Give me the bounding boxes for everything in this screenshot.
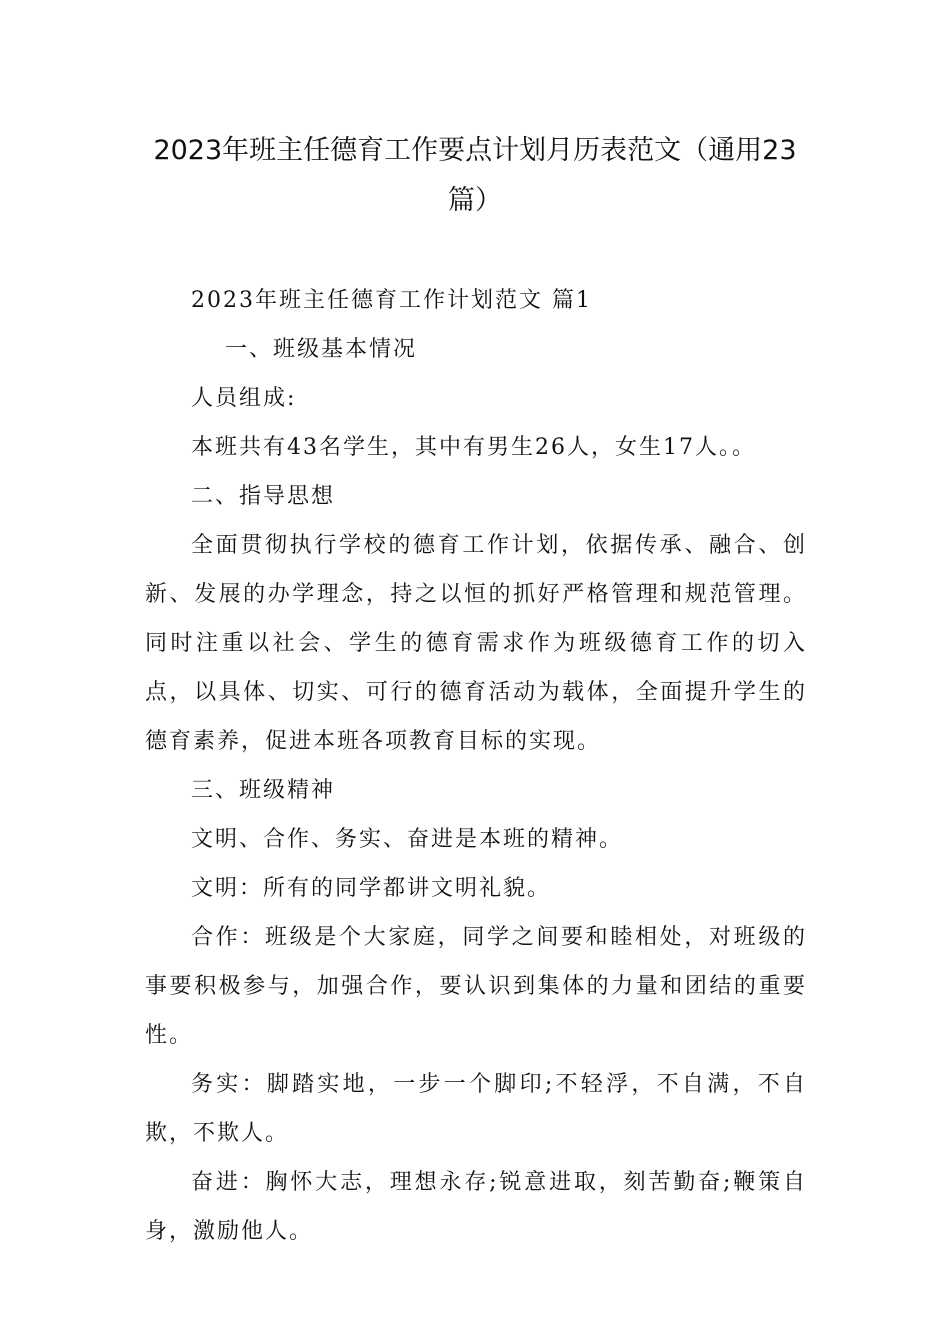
paragraph: 全面贯彻执行学校的德育工作计划，依据传承、融合、创新、发展的办学理念，持之以恒的抓好严格管理和规范管理。同时注重以社会、学生的德育需求作为班级德育工作的切入点，以具体、切实、可行的德育活动为载体，全面提升学生的德育素养，促进本班各项教育目标的实现。 [145,533,807,754]
paragraph: 奋进：胸怀大志，理想永存;锐意进取，刻苦勤奋;鞭策自身，激励他人。 [145,1170,807,1244]
paragraph: 人员组成: [191,386,297,411]
document-body [145,276,807,1256]
subsection-heading: 一、班级基本情况 [225,337,418,362]
section-heading: 2023年班主任德育工作计划范文 篇1 [191,288,592,313]
document-title: 2023年班主任德育工作要点计划月历表范文（通用23篇） [153,135,797,216]
paragraph: 本班共有43名学生，其中有男生26人，女生17人。。 [191,435,756,460]
paragraph: 务实：脚踏实地，一步一个脚印;不轻浮，不自满，不自欺，不欺人。 [145,1072,807,1146]
paragraph: 文明：所有的同学都讲文明礼貌。 [191,876,552,901]
paragraph: 文明、合作、务实、奋进是本班的精神。 [191,827,624,852]
paragraph: 合作：班级是个大家庭，同学之间要和睦相处，对班级的事要积极参与，加强合作，要认识到集体的力量和团结的重要性。 [145,925,807,1048]
subsection-heading: 三、班级精神 [191,778,336,803]
subsection-heading: 二、指导思想 [191,484,336,509]
